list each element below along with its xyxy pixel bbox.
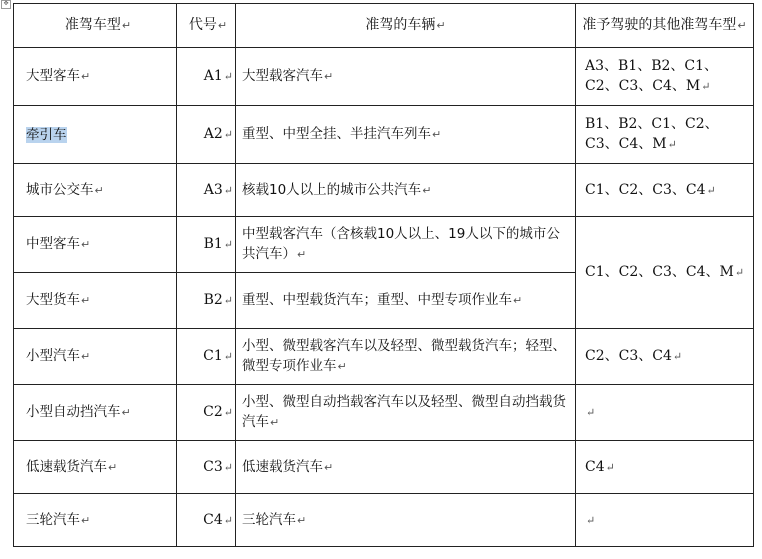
table-move-handle-icon[interactable]: ✥ <box>1 0 11 9</box>
vehicles-text: 小型、微型载客汽车以及轻型、微型载货汽车；轻型、微型专项作业车 <box>242 338 566 374</box>
paragraph-mark-icon: ↵ <box>223 406 233 419</box>
header-cell-others <box>576 4 754 48</box>
vehicles-text: 三轮汽车 <box>242 511 296 528</box>
paragraph-mark-icon: ↵ <box>297 513 307 527</box>
code-text: B1 <box>203 236 223 252</box>
code-cell[interactable] <box>177 217 236 273</box>
vehicles-cell[interactable] <box>236 273 576 329</box>
vehicles-text: 重型、中型载货汽车；重型、中型专项作业车 <box>242 292 512 308</box>
vehicles-text: 大型载客汽车 <box>242 68 323 84</box>
paragraph-mark-icon: ↵ <box>422 183 432 197</box>
paragraph-mark-icon: ↵ <box>223 238 233 251</box>
type-cell[interactable] <box>14 329 177 385</box>
code-text: A1 <box>203 68 223 84</box>
paragraph-mark-icon: ↵ <box>297 248 307 261</box>
code-text: C4 <box>203 511 223 528</box>
vehicles-text: 重型、中型全挂、半挂汽车列车 <box>242 126 431 142</box>
paragraph-mark-icon: ↵ <box>81 70 91 83</box>
paragraph-mark-icon: ↵ <box>81 294 91 307</box>
paragraph-mark-icon: ↵ <box>81 350 91 363</box>
table-row <box>14 217 754 273</box>
others-text: C1、C2、C3、C4、M <box>585 264 734 280</box>
type-cell[interactable] <box>14 106 177 164</box>
code-cell[interactable] <box>177 164 236 217</box>
vehicles-cell[interactable] <box>236 385 576 441</box>
paragraph-mark-icon: ↵ <box>737 19 747 32</box>
others-text: C4 <box>585 458 605 475</box>
type-text-selected: 牵引车 <box>26 126 67 143</box>
vehicles-cell[interactable] <box>236 106 576 164</box>
paragraph-mark-icon: ↵ <box>217 19 228 32</box>
others-text: C1、C2、C3、C4 <box>585 181 706 198</box>
paragraph-mark-icon: ↵ <box>108 460 118 474</box>
paragraph-mark-icon: ↵ <box>81 513 91 527</box>
header-code-label: 代号 <box>188 17 217 33</box>
paragraph-mark-icon: ↵ <box>734 266 745 279</box>
others-cell-merged[interactable] <box>576 217 754 329</box>
paragraph-mark-icon: ↵ <box>223 128 233 141</box>
paragraph-mark-icon: ↵ <box>81 238 91 251</box>
type-text: 城市公交车 <box>26 181 94 198</box>
paragraph-mark-icon: ↵ <box>270 416 280 429</box>
others-cell[interactable] <box>576 385 754 441</box>
type-cell[interactable] <box>14 441 177 494</box>
type-text: 小型自动挡汽车 <box>26 404 121 420</box>
header-others-label: 准予驾驶的其他准驾车型 <box>582 17 737 33</box>
type-text: 三轮汽车 <box>26 511 80 528</box>
vehicles-cell[interactable] <box>236 494 576 547</box>
code-text: A3 <box>203 181 223 198</box>
type-cell[interactable] <box>14 48 177 106</box>
header-vehicles-label: 准驾的车辆 <box>365 17 436 33</box>
code-cell[interactable] <box>177 273 236 329</box>
paragraph-mark-icon: ↵ <box>337 360 347 373</box>
paragraph-mark-icon: ↵ <box>701 80 711 93</box>
type-text: 中型客车 <box>26 236 80 252</box>
others-cell[interactable] <box>576 164 754 217</box>
code-text: C1 <box>203 348 223 364</box>
paragraph-mark-icon: ↵ <box>672 350 683 363</box>
table-row <box>14 494 754 547</box>
table-row <box>14 164 754 217</box>
code-cell[interactable] <box>177 494 236 547</box>
type-cell[interactable] <box>14 217 177 273</box>
header-cell-type <box>14 4 177 48</box>
code-text: A2 <box>203 126 223 142</box>
paragraph-mark-icon: ↵ <box>223 70 233 83</box>
type-cell[interactable] <box>14 273 177 329</box>
paragraph-mark-icon: ↵ <box>121 19 132 32</box>
others-cell[interactable] <box>576 441 754 494</box>
paragraph-mark-icon: ↵ <box>667 138 677 151</box>
paragraph-mark-icon: ↵ <box>706 183 716 197</box>
header-cell-code <box>177 4 236 48</box>
type-cell[interactable] <box>14 385 177 441</box>
code-cell[interactable] <box>177 106 236 164</box>
paragraph-mark-icon: ↵ <box>324 460 334 474</box>
paragraph-mark-icon: ↵ <box>223 183 233 197</box>
paragraph-mark-icon: ↵ <box>223 513 233 527</box>
paragraph-mark-icon: ↵ <box>121 406 131 419</box>
vehicles-cell[interactable] <box>236 164 576 217</box>
table-header-row <box>14 4 754 48</box>
others-text: C2、C3、C4 <box>585 348 672 364</box>
type-text: 小型汽车 <box>26 348 80 364</box>
type-text: 大型客车 <box>26 68 80 84</box>
type-text: 低速载货汽车 <box>26 458 107 475</box>
paragraph-mark-icon: ↵ <box>605 460 615 474</box>
paragraph-mark-icon: ↵ <box>513 294 523 307</box>
header-cell-vehicles <box>236 4 576 48</box>
paragraph-mark-icon: ↵ <box>223 350 233 363</box>
paragraph-mark-icon: ↵ <box>324 70 334 83</box>
paragraph-mark-icon: ↵ <box>436 19 446 32</box>
type-cell[interactable] <box>14 494 177 547</box>
vehicles-cell[interactable] <box>236 217 576 273</box>
vehicles-text: 小型、微型自动挡载客汽车以及轻型、微型自动挡载货汽车 <box>242 394 566 430</box>
header-type-label: 准驾车型 <box>64 17 121 33</box>
others-cell[interactable] <box>576 106 754 164</box>
vehicles-cell[interactable] <box>236 48 576 106</box>
others-text: A3、B1、B2、C1、C2、C3、C4、M <box>585 58 719 94</box>
code-text: C3 <box>203 458 223 475</box>
others-cell[interactable] <box>576 494 754 547</box>
paragraph-mark-icon: ↵ <box>223 460 233 474</box>
table-row <box>14 106 754 164</box>
type-text: 大型货车 <box>26 292 80 308</box>
paragraph-mark-icon: ↵ <box>586 513 596 527</box>
table-row <box>14 385 754 441</box>
code-cell[interactable] <box>177 441 236 494</box>
vehicles-text: 核载10人以上的城市公共汽车 <box>242 181 422 198</box>
paragraph-mark-icon: ↵ <box>586 406 596 419</box>
license-class-table <box>13 3 754 547</box>
code-cell[interactable] <box>177 329 236 385</box>
type-cell[interactable] <box>14 164 177 217</box>
vehicles-text: 低速载货汽车 <box>242 458 323 475</box>
code-cell[interactable] <box>177 385 236 441</box>
vehicles-cell[interactable] <box>236 441 576 494</box>
table-row <box>14 48 754 106</box>
paragraph-mark-icon: ↵ <box>432 128 442 141</box>
table-row <box>14 441 754 494</box>
table-row <box>14 329 754 385</box>
vehicles-cell[interactable] <box>236 329 576 385</box>
code-text: C2 <box>203 404 223 420</box>
code-text: B2 <box>203 292 223 308</box>
others-cell[interactable] <box>576 329 754 385</box>
code-cell[interactable] <box>177 48 236 106</box>
paragraph-mark-icon: ↵ <box>223 294 233 307</box>
others-text: B1、B2、C1、C2、C3、C4、M <box>585 116 719 152</box>
paragraph-mark-icon: ↵ <box>94 183 104 197</box>
others-cell[interactable] <box>576 48 754 106</box>
vehicles-text: 中型载客汽车（含核载10人以上、19人以下的城市公共汽车） <box>242 226 560 262</box>
